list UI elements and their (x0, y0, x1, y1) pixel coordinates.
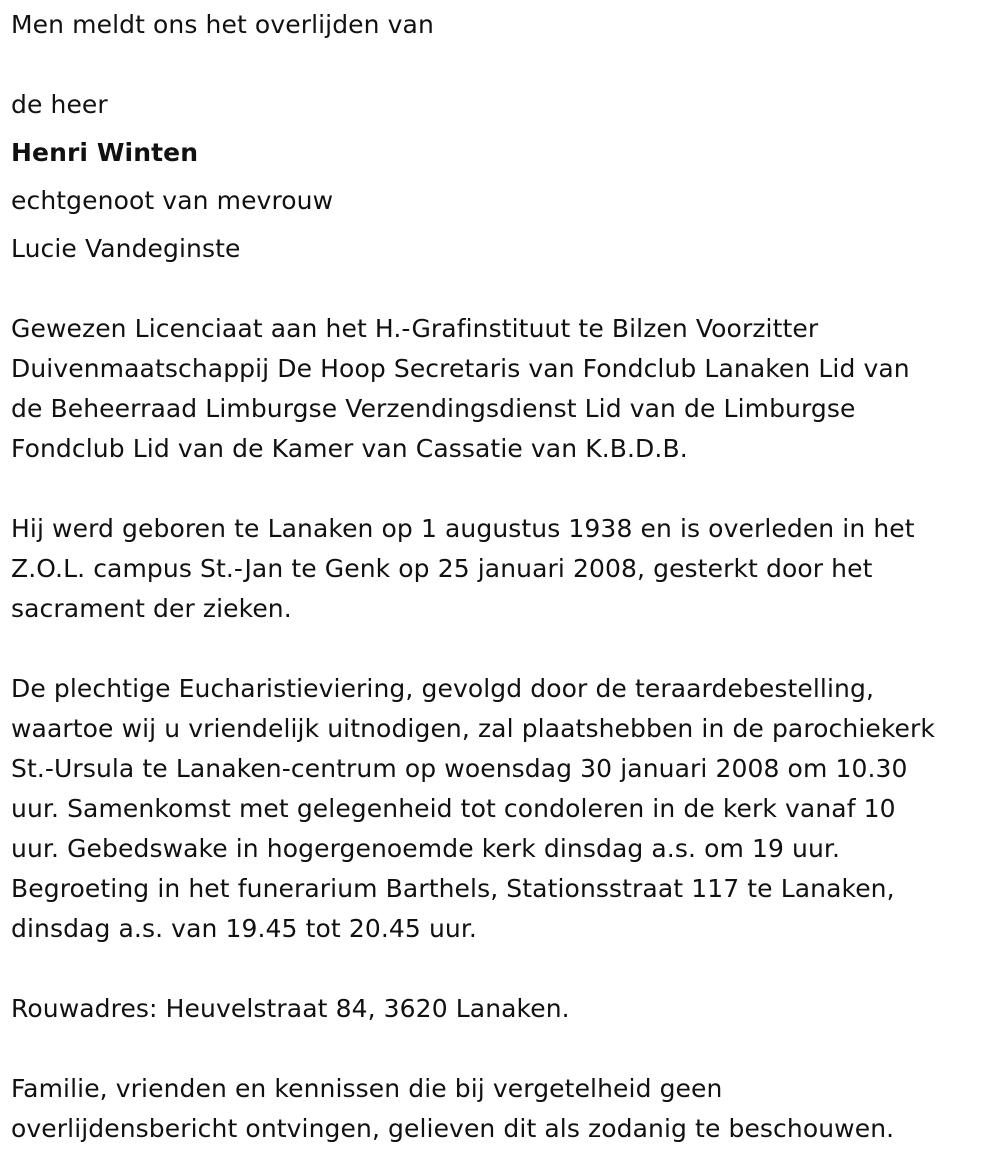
functions-line: de Beheerraad Limburgse Verzendingsdienst Lid van de Limburgse (11, 394, 856, 423)
ceremony-line: dinsdag a.s. van 19.45 tot 20.45 uur. (11, 914, 477, 943)
intro-text: Men meldt ons het overlijden van (11, 10, 434, 39)
functions-line: Duivenmaatschappij De Hoop Secretaris van Fondclub Lanaken Lid van (11, 354, 910, 383)
functions-line: Gewezen Licenciaat aan het H.-Grafinstituut te Bilzen Voorzitter (11, 314, 819, 343)
birth-death-line: Hij werd geboren te Lanaken op 1 augustus 1938 en is overleden in het (11, 514, 915, 543)
deceased-name: Henri Winten (11, 138, 199, 167)
birth-death-line: Z.O.L. campus St.-Jan te Genk op 25 januari 2008, gesterkt door het (11, 554, 873, 583)
salutation-text: de heer (11, 90, 108, 119)
mourning-address: Rouwadres: Heuvelstraat 84, 3620 Lanaken. (11, 994, 570, 1023)
closing-line: Familie, vrienden en kennissen die bij vergetelheid geen (11, 1074, 723, 1103)
ceremony-line: uur. Samenkomst met gelegenheid tot condoleren in de kerk vanaf 10 (11, 794, 896, 823)
birth-death-line: sacrament der zieken. (11, 594, 292, 623)
spouse-prefix-text: echtgenoot van mevrouw (11, 186, 334, 215)
ceremony-line: St.-Ursula te Lanaken-centrum op woensdag 30 januari 2008 om 10.30 (11, 754, 908, 783)
ceremony-line: waartoe wij u vriendelijk uitnodigen, zal plaatshebben in de parochiekerk (11, 714, 935, 743)
spouse-name: Lucie Vandeginste (11, 234, 241, 263)
functions-line: Fondclub Lid van de Kamer van Cassatie van K.B.D.B. (11, 434, 688, 463)
ceremony-line: uur. Gebedswake in hogergenoemde kerk dinsdag a.s. om 19 uur. (11, 834, 841, 863)
ceremony-line: Begroeting in het funerarium Barthels, Stationsstraat 117 te Lanaken, (11, 874, 895, 903)
closing-line: overlijdensbericht ontvingen, gelieven dit als zodanig te beschouwen. (11, 1114, 895, 1143)
ceremony-line: De plechtige Eucharistieviering, gevolgd door de teraardebestelling, (11, 674, 874, 703)
